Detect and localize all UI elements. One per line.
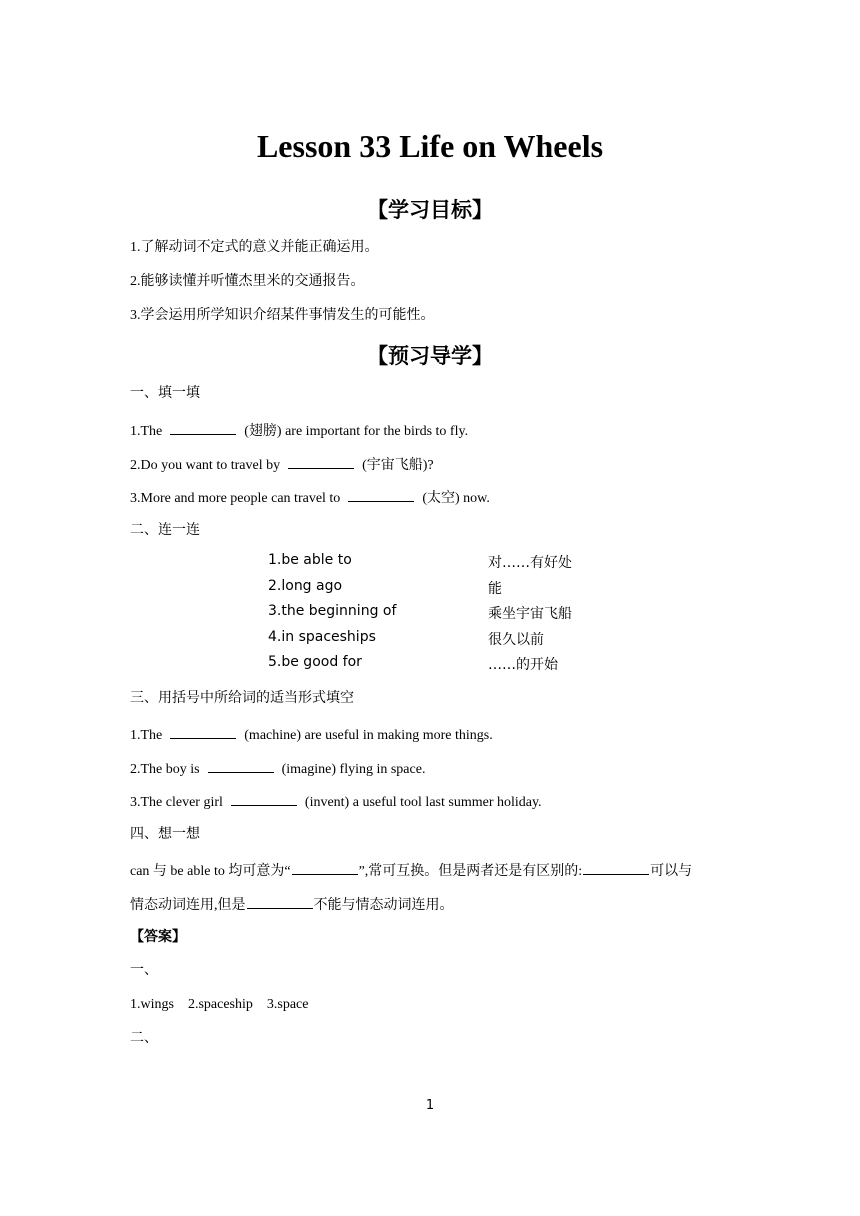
- question-text: (太空) now.: [422, 491, 490, 506]
- match-right-item: ……的开始: [488, 657, 558, 673]
- answer-blank[interactable]: [231, 791, 297, 806]
- question-text: 3.More and more people can travel to: [130, 491, 341, 506]
- match-row: [268, 603, 608, 628]
- preview-heading: 【预习导学】: [367, 344, 493, 368]
- match-left-item: 2.long ago: [268, 578, 343, 594]
- objective-item-2: 2.能够读懂并听懂杰里米的交通报告。: [130, 274, 365, 289]
- match-right-item: 对……有好处: [488, 555, 572, 571]
- match-left-item: 4.in spaceships: [268, 629, 376, 645]
- think-text: 情态动词连用,但是: [130, 898, 246, 913]
- page-title: Lesson 33 Life on Wheels: [256, 128, 604, 164]
- objective-item-1: 1.了解动词不定式的意义并能正确运用。: [130, 240, 379, 255]
- question-text: (宇宙飞船)?: [362, 458, 434, 473]
- match-row: [268, 552, 608, 577]
- answer-blank[interactable]: [288, 454, 354, 469]
- fill-question-2: [130, 454, 434, 476]
- match-right-item: 能: [488, 581, 502, 597]
- match-right-item: 乘坐宇宙飞船: [488, 606, 572, 622]
- part3-label: 三、用括号中所给词的适当形式填空: [130, 691, 354, 706]
- think-line-1: [130, 860, 692, 882]
- question-text: 2.Do you want to travel by: [130, 458, 281, 473]
- match-row: [268, 578, 608, 603]
- think-text: 可以与: [650, 864, 693, 879]
- part2-label: 二、连一连: [130, 523, 200, 538]
- question-text: (imagine) flying in space.: [281, 762, 426, 777]
- answers-part1-label: 一、: [130, 963, 158, 978]
- question-text: (machine) are useful in making more things.: [244, 728, 493, 743]
- question-text: (翅膀) are important for the birds to fly.: [244, 424, 469, 439]
- form-question-2: [130, 758, 425, 780]
- answer-blank[interactable]: [247, 894, 313, 909]
- part4-label: 四、想一想: [130, 827, 200, 842]
- match-row: [268, 629, 608, 654]
- question-text: 1.The: [130, 728, 163, 743]
- answer-blank[interactable]: [583, 860, 649, 875]
- question-text: 2.The boy is: [130, 762, 200, 777]
- fill-question-1: [130, 420, 468, 442]
- page-number: 1: [425, 1098, 435, 1113]
- answers-part1-text: 1.wings 2.spaceship 3.space: [130, 997, 309, 1012]
- form-question-3: [130, 791, 542, 813]
- match-row: [268, 654, 608, 679]
- objective-item-3: 3.学会运用所学知识介绍某件事情发生的可能性。: [130, 308, 435, 323]
- answer-blank[interactable]: [348, 487, 414, 502]
- answer-blank[interactable]: [170, 724, 236, 739]
- question-text: 1.The: [130, 424, 163, 439]
- match-left-item: 3.the beginning of: [268, 603, 397, 619]
- think-text: can 与 be able to 均可意为“: [130, 864, 291, 879]
- answers-heading: 【答案】: [130, 930, 186, 945]
- match-left-item: 1.be able to: [268, 552, 352, 568]
- match-left-item: 5.be good for: [268, 654, 362, 670]
- think-text: 不能与情态动词连用。: [313, 898, 454, 913]
- think-line-2: [130, 894, 454, 916]
- fill-question-3: [130, 487, 490, 509]
- question-text: 3.The clever girl: [130, 795, 223, 810]
- question-text: (invent) a useful tool last summer holiday.: [304, 795, 542, 810]
- match-right-item: 很久以前: [488, 632, 544, 648]
- answer-blank[interactable]: [170, 420, 236, 435]
- form-question-1: [130, 724, 493, 746]
- answer-blank[interactable]: [292, 860, 358, 875]
- answers-part2-label: 二、: [130, 1031, 158, 1046]
- think-text: ”,常可互换。但是两者还是有区别的:: [358, 864, 583, 879]
- part1-label: 一、填一填: [130, 386, 200, 401]
- answer-blank[interactable]: [208, 758, 274, 773]
- matching-table: [268, 552, 608, 680]
- objectives-heading: 【学习目标】: [367, 198, 493, 222]
